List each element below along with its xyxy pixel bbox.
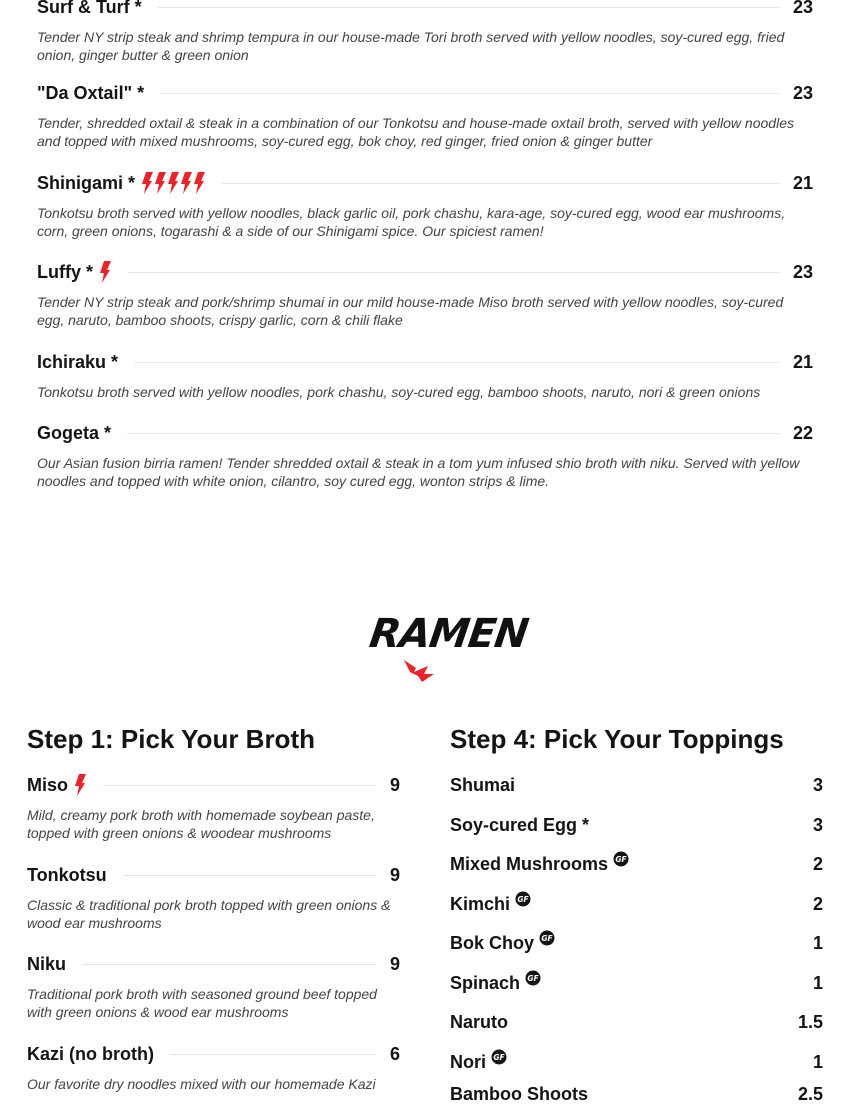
dish-description: Tonkotsu broth served with yellow noodles, black garlic oil, pork chashu, kara-age, soy-cured egg, wood ear mushrooms, corn, green onions, togarashi & a side of our Shinigami spice. Our spiciest ramen! xyxy=(37,205,786,239)
broth-item-niku xyxy=(27,952,400,1021)
flame-icon xyxy=(99,261,111,283)
dish-name: Ichiraku * xyxy=(37,351,119,372)
broth-name: Kazi (no broth) xyxy=(27,1043,154,1064)
topping-price: 1.5 xyxy=(797,1011,823,1032)
gluten-free-icon xyxy=(515,891,531,907)
ramen-logo xyxy=(366,611,531,684)
dish-price: 21 xyxy=(792,351,813,372)
menu-item-shinigami xyxy=(37,171,813,240)
leader-line xyxy=(82,964,376,965)
broth-item-tonkotsu xyxy=(27,863,400,932)
topping-name: Spinach xyxy=(450,972,521,993)
topping-price: 1 xyxy=(812,972,823,993)
leader-line xyxy=(127,433,779,434)
topping-price: 3 xyxy=(812,814,823,835)
spice-level xyxy=(141,172,206,194)
topping-item xyxy=(450,773,823,797)
broth-section-title: Step 1: Pick Your Broth xyxy=(27,724,315,754)
topping-name: Soy-cured Egg * xyxy=(450,814,590,835)
gluten-free-icon xyxy=(613,851,629,867)
menu-item-gogeta xyxy=(37,421,813,490)
dish-name: Shinigami * xyxy=(37,172,136,193)
leader-line xyxy=(222,183,779,184)
dish-price: 21 xyxy=(792,172,813,193)
dish-name: Luffy * xyxy=(37,261,93,282)
menu-item-surf-turf xyxy=(37,0,813,64)
topping-name: Mixed Mushrooms xyxy=(450,853,609,874)
broth-item-miso xyxy=(27,773,400,842)
broth-price: 9 xyxy=(389,864,400,885)
broth-name: Niku xyxy=(27,953,67,974)
topping-item xyxy=(450,892,823,916)
flame-icon xyxy=(74,774,86,796)
leader-line xyxy=(128,272,779,273)
gluten-free-icon xyxy=(491,1049,507,1065)
flame-icon xyxy=(167,172,179,194)
broth-name-wrap xyxy=(27,774,87,796)
broth-name: Miso xyxy=(27,774,69,795)
topping-item xyxy=(450,852,823,876)
menu-item-da-oxtail xyxy=(37,81,813,150)
leader-line xyxy=(160,93,779,94)
leader-line xyxy=(170,1054,376,1055)
topping-price: 2 xyxy=(812,853,823,874)
broth-description: Mild, creamy pork broth with homemade soybean paste, topped with green onions & woodear mushrooms xyxy=(27,807,375,841)
dish-description: Our Asian fusion birria ramen! Tender shredded oxtail & steak in a tom yum infused shio broth with niku. Served with yellow noodles and topped with white onion, cilantro, soy cured egg, wonton strips & lime. xyxy=(37,455,800,489)
spice-level xyxy=(74,774,87,796)
topping-price: 1 xyxy=(812,1051,823,1072)
toppings-section-title: Step 4: Pick Your Toppings xyxy=(450,724,784,754)
broth-description: Classic & traditional pork broth topped with green onions & wood ear mushrooms xyxy=(27,897,391,931)
dish-name: Gogeta * xyxy=(37,422,112,443)
dish-name: Surf & Turf * xyxy=(37,0,142,17)
dish-name-wrap xyxy=(37,172,206,194)
broth-description: Traditional pork broth with seasoned ground beef topped with green onions & wood ear mushrooms xyxy=(27,986,377,1020)
dish-price: 23 xyxy=(792,0,813,17)
leader-line xyxy=(123,875,376,876)
topping-item xyxy=(450,1082,823,1106)
dish-name: "Da Oxtail" * xyxy=(37,82,145,103)
topping-name: Naruto xyxy=(450,1011,508,1032)
dish-description: Tonkotsu broth served with yellow noodles, pork chashu, soy-cured egg, bamboo shoots, naruto, nori & green onions xyxy=(37,384,761,400)
spice-level xyxy=(99,261,112,283)
topping-item xyxy=(450,1050,823,1074)
topping-name: Kimchi xyxy=(450,893,511,914)
flame-icon xyxy=(180,172,192,194)
dish-description: Tender NY strip steak and pork/shrimp shumai in our mild house-made Miso broth served with yellow noodles, soy-cured egg, naruto, bamboo shoots, crispy garlic, corn & chili flake xyxy=(37,294,784,328)
topping-price: 3 xyxy=(812,774,823,795)
topping-name: Shumai xyxy=(450,774,516,795)
topping-name: Bok Choy xyxy=(450,932,535,953)
topping-item xyxy=(450,931,823,955)
dish-price: 23 xyxy=(792,82,813,103)
broth-price: 6 xyxy=(389,1043,400,1064)
broth-description: Our favorite dry noodles mixed with our homemade Kazi xyxy=(27,1076,376,1092)
flame-icon xyxy=(141,172,153,194)
broth-price: 9 xyxy=(389,953,400,974)
dish-price: 23 xyxy=(792,261,813,282)
flame-icon xyxy=(154,172,166,194)
menu-item-luffy xyxy=(37,260,813,329)
chopsticks-icon xyxy=(402,658,436,682)
topping-price: 2.5 xyxy=(797,1083,823,1104)
leader-line xyxy=(134,362,779,363)
topping-price: 1 xyxy=(812,932,823,953)
menu-item-ichiraku xyxy=(37,350,813,401)
topping-name: Nori xyxy=(450,1051,486,1072)
leader-line xyxy=(158,7,779,8)
gluten-free-icon xyxy=(539,930,555,946)
leader-line xyxy=(103,785,376,786)
topping-item xyxy=(450,971,823,995)
broth-item-kazi xyxy=(27,1042,400,1093)
gluten-free-icon xyxy=(525,970,541,986)
topping-price: 2 xyxy=(812,893,823,914)
logo-text: RAMEN xyxy=(366,611,531,657)
topping-name: Bamboo Shoots xyxy=(450,1083,588,1104)
broth-name: Tonkotsu xyxy=(27,864,107,885)
dish-description: Tender, shredded oxtail & steak in a combination of our Tonkotsu and house-made oxtail broth, served with yellow noodles and topped with mixed mushrooms, soy-cured egg, bok choy, red ginger, fried onion & ginger butter xyxy=(37,115,794,149)
dish-price: 22 xyxy=(792,422,813,443)
topping-item xyxy=(450,1010,823,1034)
broth-price: 9 xyxy=(389,774,400,795)
topping-item xyxy=(450,813,823,837)
flame-icon xyxy=(193,172,205,194)
dish-description: Tender NY strip steak and shrimp tempura in our house-made Tori broth served with yellow noodles, soy-cured egg, fried onion, ginger butter & green onion xyxy=(37,29,785,63)
dish-name-wrap xyxy=(37,261,112,283)
